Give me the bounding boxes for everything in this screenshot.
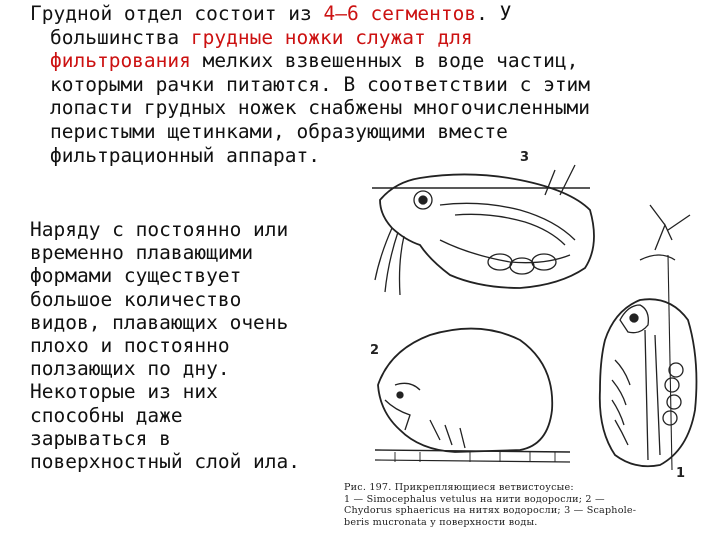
text-line: ползающих по дну. <box>30 357 230 381</box>
text-line: видов, плавающих очень <box>30 310 289 334</box>
paragraph-filtration <box>30 2 710 167</box>
caption-line: beris mucronata у поверхности воды. <box>344 516 538 528</box>
text-line: фильтрационный аппарат. <box>50 143 321 167</box>
text-line: поверхностный слой ила. <box>30 450 301 474</box>
text-line: лопасти грудных ножек снабжены многочисленными <box>50 96 591 120</box>
figure-caption <box>344 482 714 528</box>
text-span: . У <box>476 2 512 25</box>
text-span: большинства <box>50 25 191 49</box>
highlight-text: 4—6 сегментов <box>323 2 477 25</box>
caption-line: Chydorus sphaericus на нитях водоросли; 3 — Scaphole- <box>344 505 637 517</box>
figure-label-3: 3 <box>520 150 530 165</box>
figure-label-1: 1 <box>676 466 686 481</box>
text-span: Грудной отдел состоит из <box>30 2 324 25</box>
text-line: перистыми щетинками, образующими вместе <box>50 119 508 143</box>
text-line: Наряду с постоянно или <box>30 218 289 241</box>
text-line <box>30 2 710 26</box>
text-line <box>30 49 710 73</box>
chydorus-drawing <box>375 329 570 462</box>
text-line: временно плавающими <box>30 241 254 265</box>
text-line: которыми рачки питаются. В соответствии с этим <box>50 72 591 96</box>
text-line: зарываться в <box>30 426 171 450</box>
caption-line: Рис. 197. Прикрепляющиеся ветвистоусые: <box>344 482 574 493</box>
highlight-text: грудные ножки служат для <box>190 25 473 49</box>
text-line: Некоторые из них <box>30 380 218 404</box>
text-line: большое количество <box>30 287 242 311</box>
figure-label-2: 2 <box>370 343 380 358</box>
scapholeberis-drawing <box>372 165 594 295</box>
egg-cluster <box>488 254 556 274</box>
egg-cluster <box>663 363 683 425</box>
text-line: плохо и постоянно <box>30 334 230 358</box>
text-line <box>30 26 710 50</box>
paragraph-bottom-dwellers <box>30 218 330 473</box>
text-line: формами существует <box>30 264 242 288</box>
text-line: способны даже <box>30 403 183 427</box>
simocephalus-drawing <box>600 205 697 470</box>
caption-line: 1 — Simocephalus vetulus на нити водоросли; 2 — <box>344 493 605 505</box>
highlight-text: фильтрования <box>50 49 191 73</box>
text-span: мелких взвешенных в воде частиц, <box>190 49 579 73</box>
